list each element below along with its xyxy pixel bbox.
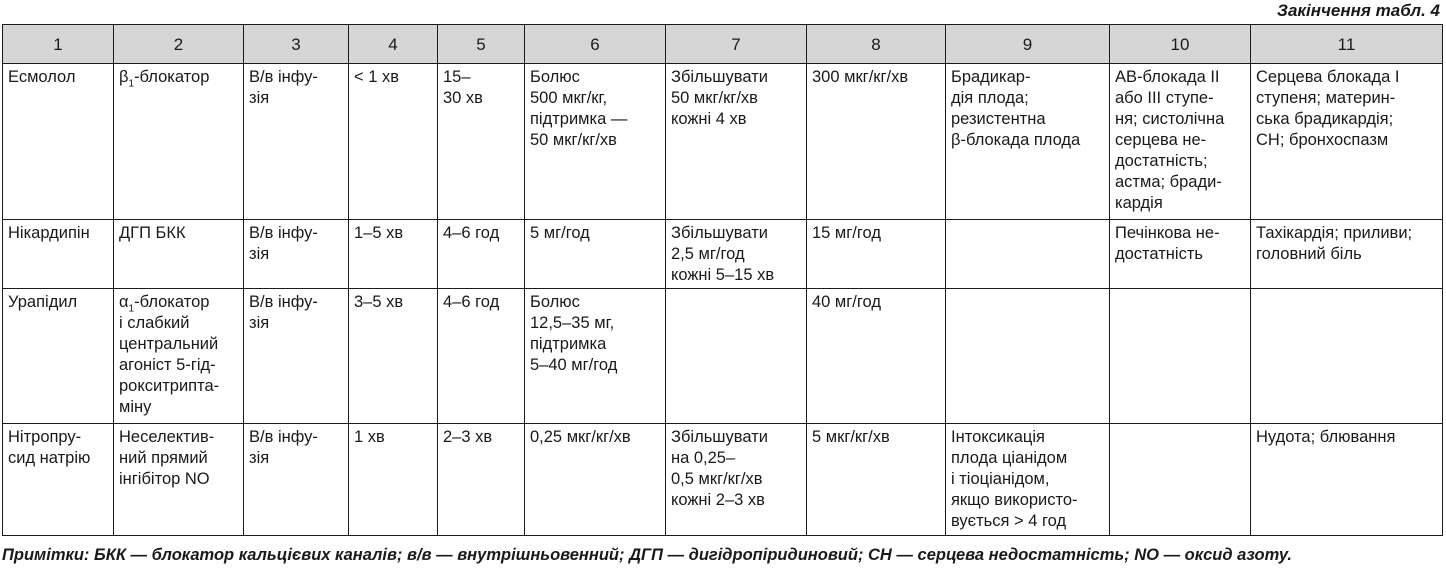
- titration-cell: [666, 289, 807, 424]
- header-cell: 7: [666, 25, 807, 64]
- dose-cell: 0,25 мкг/кг/хв: [525, 424, 666, 536]
- route-cell: В/в інфу- зія: [244, 64, 349, 220]
- greek-letter: β: [119, 68, 129, 86]
- subscript: 1: [128, 303, 135, 315]
- contraindications-cell: [1110, 424, 1251, 536]
- header-cell: 5: [438, 25, 525, 64]
- header-cell: 6: [525, 25, 666, 64]
- max-dose-cell: 300 мкг/кг/хв: [807, 64, 946, 220]
- duration-cell: 4–6 год: [438, 289, 525, 424]
- side-effects-cell: Нудота; блювання: [1251, 424, 1443, 536]
- titration-cell: Збільшувати на 0,25– 0,5 мкг/кг/хв кожні 2–3 хв: [666, 424, 807, 536]
- header-cell: 9: [946, 25, 1110, 64]
- route-cell: В/в інфу- зія: [244, 289, 349, 424]
- contraindications-cell: Печінкова не- достатність: [1110, 220, 1251, 289]
- table-row: [3, 64, 1443, 220]
- dose-cell: 5 мг/год: [525, 220, 666, 289]
- table-row: [3, 289, 1443, 424]
- fetal-effects-cell: Інтоксикація плода ціанідом і тіоціанідом, якщо використо- вується > 4 год: [946, 424, 1110, 536]
- header-row: [3, 25, 1443, 64]
- header-cell: 2: [114, 25, 244, 64]
- max-dose-cell: 40 мг/год: [807, 289, 946, 424]
- side-effects-cell: Серцева блокада I ступеня; материн- ська брадикардія; СН; бронхоспазм: [1251, 64, 1443, 220]
- drug-class-cell: [114, 64, 244, 220]
- table-row: [3, 220, 1443, 289]
- side-effects-cell: [1251, 289, 1443, 424]
- titration-cell: Збільшувати 50 мкг/кг/хв кожні 4 хв: [666, 64, 807, 220]
- max-dose-cell: 5 мкг/кг/хв: [807, 424, 946, 536]
- dose-cell: Болюс 12,5–35 мг, підтримка 5–40 мг/год: [525, 289, 666, 424]
- fetal-effects-cell: [946, 220, 1110, 289]
- greek-letter: α: [119, 293, 129, 311]
- duration-cell: 15– 30 хв: [438, 64, 525, 220]
- route-cell: В/в інфу- зія: [244, 220, 349, 289]
- drug-name-cell: Нікардипін: [3, 220, 114, 289]
- drug-class-cell: ДГП БКК: [114, 220, 244, 289]
- onset-cell: 1 хв: [349, 424, 438, 536]
- drug-table: [2, 24, 1443, 536]
- dose-cell: Болюс 500 мкг/кг, підтримка — 50 мкг/кг/хв: [525, 64, 666, 220]
- header-cell: 3: [244, 25, 349, 64]
- duration-cell: 2–3 хв: [438, 424, 525, 536]
- fetal-effects-cell: [946, 289, 1110, 424]
- contraindications-cell: [1110, 289, 1251, 424]
- header-cell: 4: [349, 25, 438, 64]
- side-effects-cell: Тахікардія; приливи; головний біль: [1251, 220, 1443, 289]
- header-cell: 8: [807, 25, 946, 64]
- onset-cell: 1–5 хв: [349, 220, 438, 289]
- fetal-effects-cell: Брадикар- дія плода; резистентна β-блокада плода: [946, 64, 1110, 220]
- table-caption: Закінчення табл. 4: [1277, 1, 1440, 20]
- footnote: Примітки: БКК — блокатор кальцієвих каналів; в/в — внутрішньовенний; ДГП — дигідропіридиновий; СН — серцева недостатність; NO — оксид азоту.: [2, 546, 1293, 564]
- drug-class-cell: Неселектив- ний прямий інгібітор NO: [114, 424, 244, 536]
- header-cell: 11: [1251, 25, 1443, 64]
- onset-cell: < 1 хв: [349, 64, 438, 220]
- table-row: [3, 424, 1443, 536]
- contraindications-cell: АВ-блокада II або III ступе- ня; систолічна серцева не- достатність; астма; бради- кардія: [1110, 64, 1251, 220]
- drug-class-text: -блокатор: [134, 68, 210, 86]
- drug-class-text: -блокатор і слабкий центральний агоніст 5-гід- рокситрипта- міну: [119, 293, 220, 416]
- drug-name-cell: Нітропру- сид натрію: [3, 424, 114, 536]
- onset-cell: 3–5 хв: [349, 289, 438, 424]
- titration-cell: Збільшувати 2,5 мг/год кожні 5–15 хв: [666, 220, 807, 289]
- route-cell: В/в інфу- зія: [244, 424, 349, 536]
- duration-cell: 4–6 год: [438, 220, 525, 289]
- drug-name-cell: Есмолол: [3, 64, 114, 220]
- max-dose-cell: 15 мг/год: [807, 220, 946, 289]
- subscript: 1: [128, 78, 135, 90]
- drug-class-cell: [114, 289, 244, 424]
- header-cell: 10: [1110, 25, 1251, 64]
- header-cell: 1: [3, 25, 114, 64]
- drug-name-cell: Урапідил: [3, 289, 114, 424]
